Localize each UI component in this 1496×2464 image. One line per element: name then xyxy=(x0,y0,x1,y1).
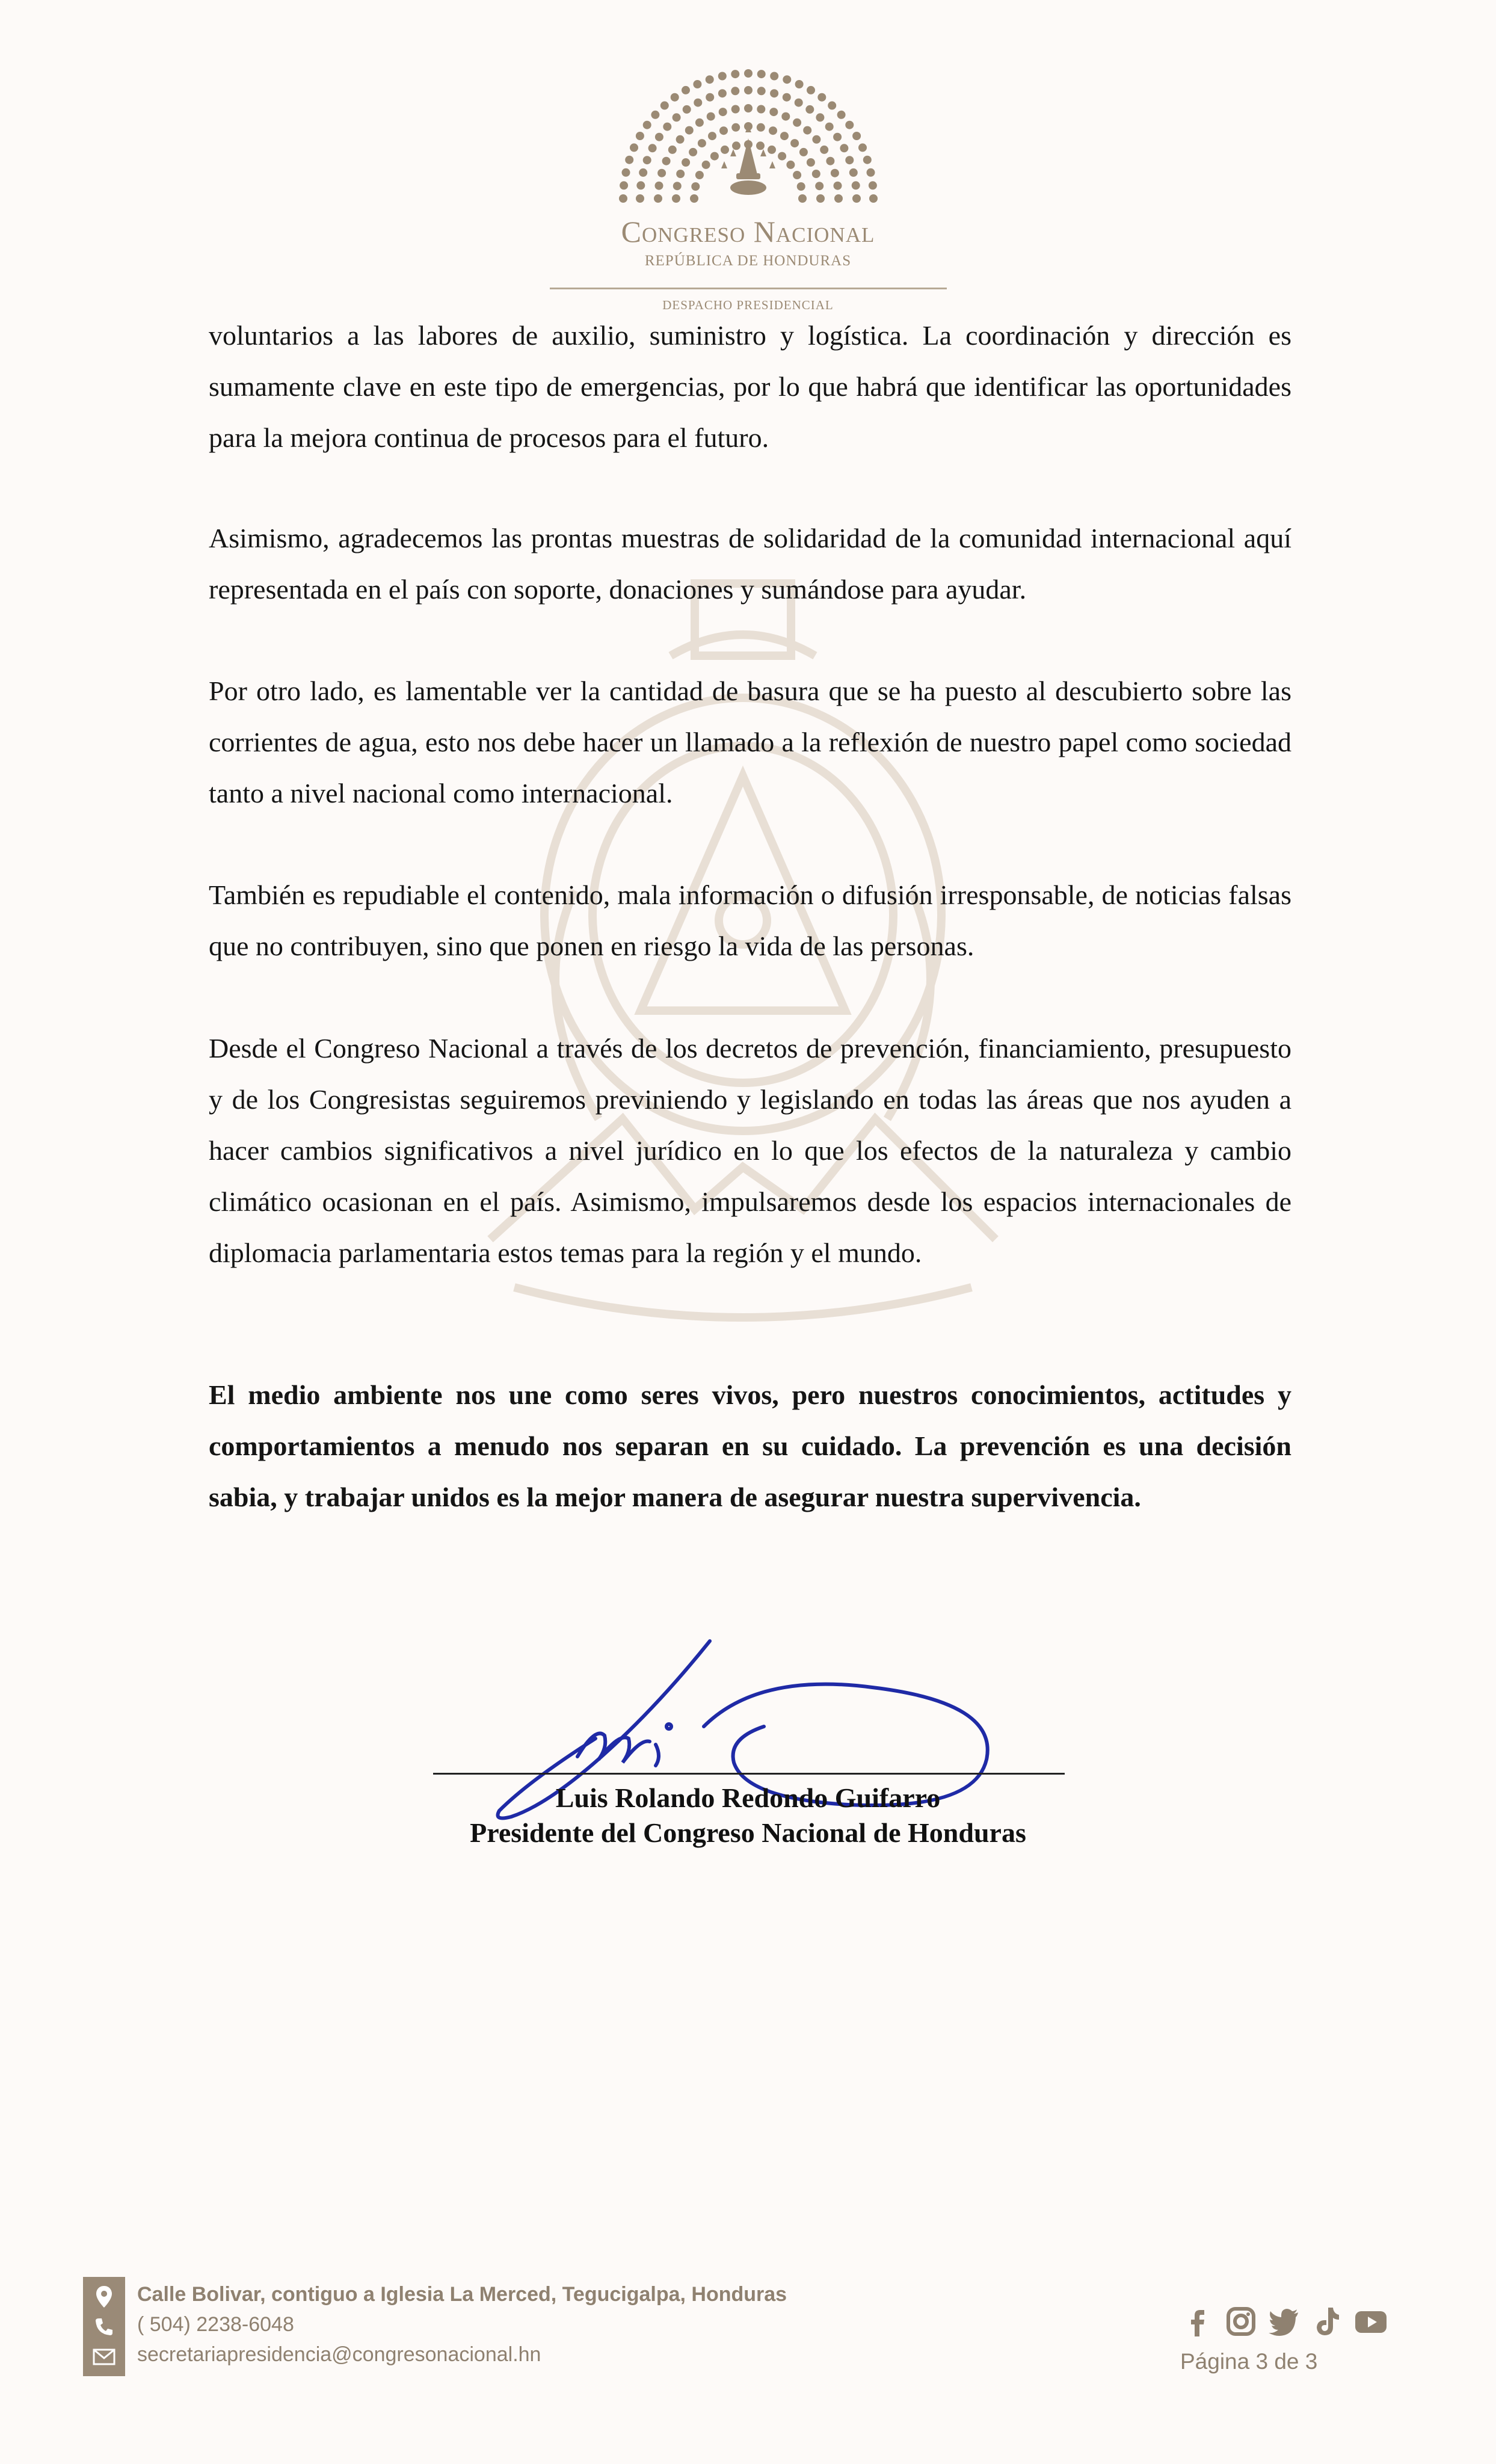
body-paragraph-5: Desde el Congreso Nacional a través de los decretos de prevención, financiamiento, presupuesto y de los Congresistas seguiremos previniendo y legislando en todas las áreas que nos ayuden a hacer cambios significativos a nivel jurídico en lo que los efectos de la naturaleza y cambio climático ocasionan en el país. Asimismo, impulsaremos desde los espacios internacionales de diplomacia parlamentaria estos temas para la región y el mundo. xyxy=(209,1033,1291,1268)
location-pin-icon xyxy=(83,2280,125,2313)
office-name: DESPACHO PRESIDENCIAL xyxy=(662,298,834,312)
closing-statement: El medio ambiente nos une como seres vivos, pero nuestros conocimientos, actitudes y comportamientos a menudo nos separan en su cuidado. La prevención es una decisión sabia, y trabajar unidos es la mejor manera de asegurar nuestra supervivencia. xyxy=(209,1379,1291,1512)
instagram-icon[interactable] xyxy=(1224,2304,1258,2339)
signer-title: Presidente del Congreso Nacional de Honduras xyxy=(470,1817,1026,1848)
body-paragraph-2: Asimismo, agradecemos las prontas muestras de solidaridad de la comunidad internacional aquí representada en el país con soporte, donaciones y sumándose para ayudar. xyxy=(209,523,1291,605)
page-number: Página 3 de 3 xyxy=(1180,2349,1318,2374)
org-name: Congreso Nacional xyxy=(621,215,875,248)
youtube-icon[interactable] xyxy=(1353,2304,1388,2339)
signer-name: Luis Rolando Redondo Guifarro xyxy=(555,1782,941,1813)
footer-address: Calle Bolivar, contiguo a Iglesia La Merced, Tegucigalpa, Honduras xyxy=(137,2283,787,2306)
body-paragraph-1: voluntarios a las labores de auxilio, suministro y logística. La coordinación y dirección es sumamente clave en este tipo de emergencias, por lo que habrá que identificar las oportunidades para la mejora continua de procesos para el futuro. xyxy=(209,320,1291,453)
footer-phone: ( 504) 2238-6048 xyxy=(137,2313,294,2336)
facebook-icon[interactable] xyxy=(1180,2304,1215,2339)
phone-icon xyxy=(83,2310,125,2343)
tiktok-icon[interactable] xyxy=(1310,2304,1345,2339)
footer-email[interactable]: secretariapresidencia@congresonacional.hn xyxy=(137,2343,541,2366)
twitter-icon[interactable] xyxy=(1267,2304,1302,2339)
letterhead xyxy=(0,48,1496,313)
mail-icon xyxy=(83,2340,125,2373)
body-paragraph-4: También es repudiable el contenido, mala información o difusión irresponsable, de noticias falsas que no contribuyen, sino que ponen en riesgo la vida de las personas. xyxy=(209,879,1291,961)
org-subtitle: REPÚBLICA DE HONDURAS xyxy=(644,253,852,269)
header-divider xyxy=(550,288,947,289)
social-links xyxy=(1180,2304,1388,2339)
signature-line xyxy=(433,1773,1065,1775)
body-paragraph-3: Por otro lado, es lamentable ver la cantidad de basura que se ha puesto al descubierto sobre las corrientes de agua, esto nos debe hacer un llamado a la reflexión de nuestro papel como sociedad tanto a nivel nacional como internacional. xyxy=(209,676,1291,808)
parliament-logo-icon xyxy=(616,48,881,211)
